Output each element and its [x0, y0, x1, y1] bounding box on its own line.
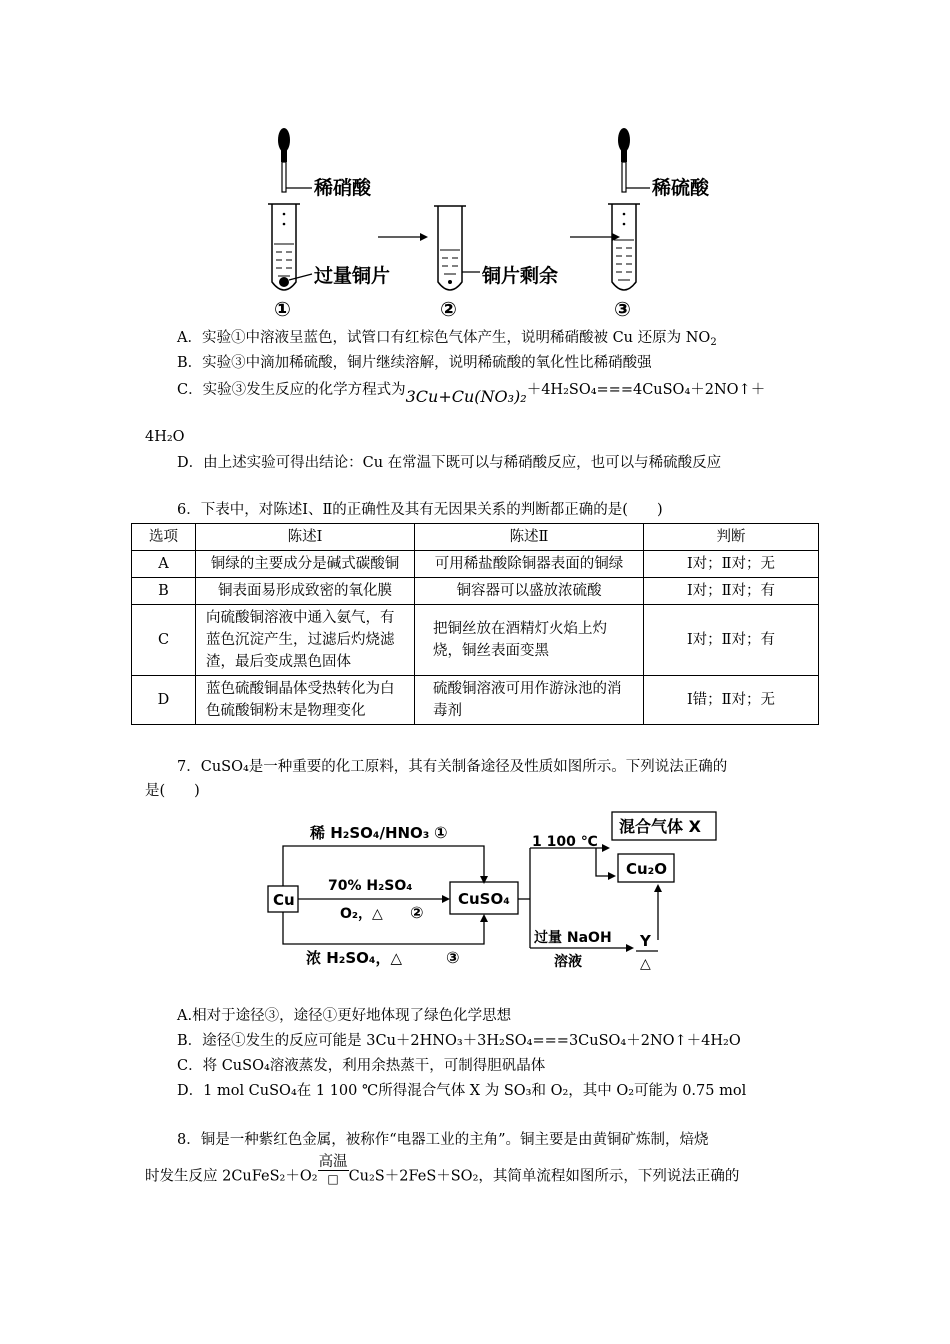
experiment-figure [262, 122, 722, 322]
table-row [132, 605, 819, 676]
q5-option-d: D．由上述实验可得出结论：Cu 在常温下既可以与稀硝酸反应，也可以与稀硫酸反应 [177, 455, 722, 471]
cell-statement-1: 铜表面易形成致密的氧化膜 [196, 578, 415, 605]
q5-option-a: A．实验①中溶液呈蓝色，试管口有红棕色气体产生，说明稀硝酸被 Cu 还原为 $NO_2$ [177, 330, 717, 348]
route1-label: 稀 H₂SO₄/HNO₃ [310, 824, 430, 842]
cell-judgement: Ⅰ对；Ⅱ对；无 [644, 551, 819, 578]
cell-option: C [132, 605, 196, 676]
label-dilute-nitric: 稀硝酸 [314, 177, 372, 199]
route2-bottom-label: O₂，△ [340, 906, 383, 922]
header-option: 选项 [132, 524, 196, 551]
q8-line1: 8．铜是一种紫红色金属，被称作“电器工业的主角”。铜主要是由黄铜矿炼制，焙烧 [177, 1132, 709, 1148]
temperature-label: 1 100 ℃ [532, 834, 598, 850]
cu2o-label: Cu₂O [626, 860, 668, 878]
q6-table [131, 523, 819, 725]
cell-statement-2: 可用稀盐酸除铜器表面的铜绿 [415, 551, 644, 578]
reaction-condition: $\frac{\text{高温}}{□}$ [318, 1154, 348, 1186]
cuso4-label: CuSO₄ [458, 890, 510, 908]
route1-number: ① [434, 823, 448, 842]
gas-x-label: 混合气体 X [619, 817, 701, 836]
tube-number-1: ① [274, 297, 291, 321]
q7-option-c: C．将 CuSO₄溶液蒸发，利用余热蒸干，可制得胆矾晶体 [177, 1058, 546, 1074]
cuso4-route-diagram [262, 808, 722, 978]
cell-statement-2: 把铜丝放在酒精灯火焰上灼烧，铜丝表面变黑 [415, 605, 644, 676]
q7-option-b: B．途径①发生的反应可能是 3Cu＋2HNO₃＋3H₂SO₄===3CuSO₄＋2NO↑＋4H₂O [177, 1033, 741, 1049]
naoh-bottom-label: 溶液 [554, 954, 582, 970]
label-dilute-sulfuric: 稀硫酸 [652, 177, 710, 199]
q7-option-a: A.相对于途径③，途径①更好地体现了绿色化学思想 [177, 1008, 512, 1024]
cell-statement-2: 铜容器可以盛放浓硫酸 [415, 578, 644, 605]
heat-label: △ [640, 956, 651, 972]
table-row [132, 676, 819, 725]
cell-statement-2: 硫酸铜溶液可用作游泳池的消毒剂 [415, 676, 644, 725]
table-header-row [132, 524, 819, 551]
cell-judgement: Ⅰ对；Ⅱ对；有 [644, 605, 819, 676]
route2-top-label: 70% H₂SO₄ [328, 878, 413, 894]
label-excess-copper: 过量铜片 [314, 265, 391, 287]
cell-judgement: Ⅰ错；Ⅱ对；无 [644, 676, 819, 725]
q7-stem-line2: 是( ) [145, 783, 200, 799]
cell-statement-1: 铜绿的主要成分是碱式碳酸铜 [196, 551, 415, 578]
tube-number-2: ② [440, 297, 457, 321]
y-label: Y [640, 932, 651, 950]
cell-option: B [132, 578, 196, 605]
q6-stem: 6．下表中，对陈述Ⅰ、Ⅱ的正确性及其有无因果关系的判断都正确的是( ) [177, 502, 663, 518]
route3-label: 浓 H₂SO₄，△ [306, 949, 403, 967]
route2-number: ② [410, 903, 424, 922]
dropper-3 [618, 128, 650, 192]
q5-option-c: C．实验③发生反应的化学方程式为3Cu+Cu(NO₃)₂＋4H₂SO₄===4CuSO₄＋2NO↑＋ [177, 382, 766, 406]
cell-option: D [132, 676, 196, 725]
cell-statement-1: 向硫酸铜溶液中通入氨气，有蓝色沉淀产生，过滤后灼烧滤渣，最后变成黑色固体 [196, 605, 415, 676]
q7-option-d: D．1 mol CuSO₄在 1 100 ℃所得混合气体 X 为 SO₃和 O₂，其中 O₂可能为 0.75 mol [177, 1083, 747, 1099]
q5-option-b: B．实验③中滴加稀硫酸，铜片继续溶解，说明稀硫酸的氧化性比稀硝酸强 [177, 355, 652, 371]
cell-judgement: Ⅰ对；Ⅱ对；有 [644, 578, 819, 605]
cell-statement-1: 蓝色硫酸铜晶体受热转化为白色硫酸铜粉末是物理变化 [196, 676, 415, 725]
q8-line2: 时发生反应 2CuFeS₂＋O₂ $\frac{\text{高温}}{□}$ Cu₂S＋2FeS＋SO₂，其简单流程如图所示，下列说法正确的 [145, 1154, 740, 1186]
dropper-1 [278, 128, 312, 192]
table-row [132, 551, 819, 578]
header-statement-1: 陈述Ⅰ [196, 524, 415, 551]
test-tube-1 [268, 204, 312, 290]
test-tube-3 [608, 204, 640, 290]
naoh-top-label: 过量 NaOH [534, 930, 612, 946]
header-judgement: 判断 [644, 524, 819, 551]
q7-stem-line1: 7．CuSO₄是一种重要的化工原料，其有关制备途径及性质如图所示。下列说法正确的 [177, 759, 728, 775]
table-row [132, 578, 819, 605]
q5-option-c-continued: 4H₂O [145, 429, 185, 445]
test-tube-2 [434, 206, 480, 290]
route3-number: ③ [446, 948, 460, 967]
header-statement-2: 陈述Ⅱ [415, 524, 644, 551]
tube-number-3: ③ [614, 297, 631, 321]
label-copper-remaining: 铜片剩余 [482, 265, 559, 287]
cu-label: Cu [273, 891, 295, 909]
cell-option: A [132, 551, 196, 578]
